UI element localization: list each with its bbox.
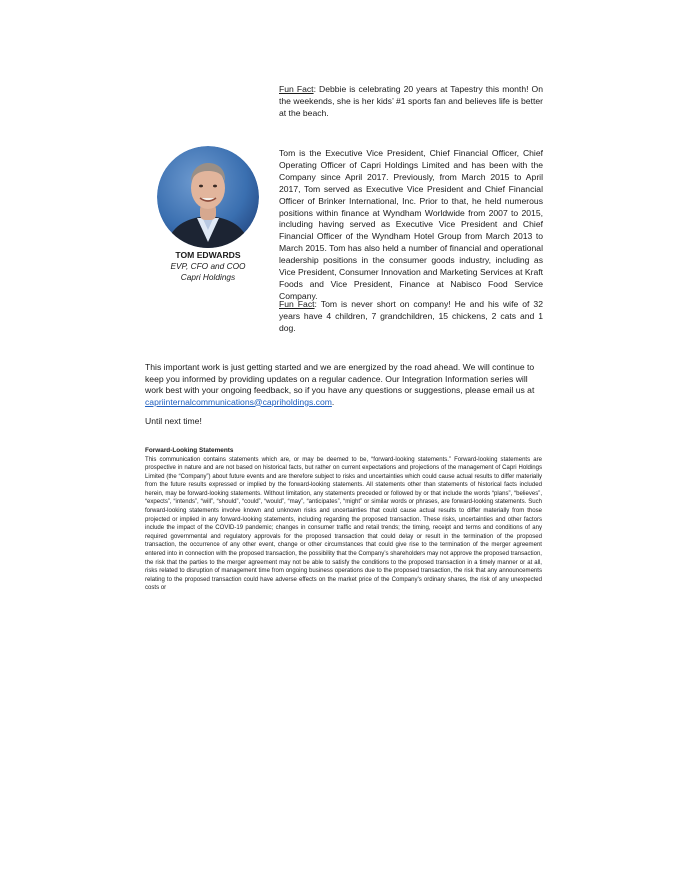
profile-name: TOM EDWARDS xyxy=(175,250,241,260)
forward-looking-body: This communication contains statements which are, or may be deemed to be, “forward-looking statements.” Forward-looking statements are prospective in nature and are not based on historical facts, but rather on current expectations and projections of the management of Capri Holdings Limited (the “Company”) about future events and are therefore subject to risks and uncertainties which could cause actual results to differ materially from the future results expressed or implied by the forward-looking statements. All statements other than statements of historical facts included herein, may be forward-looking statements. Without limitation, any statements preceded or followed by or that include the words “plans”, “believes”, “expects”, “intends”, “will”, “should”, “could”, “would”, “may”, “anticipates”, “might” or similar words or phrases, are forward-looking statements. Such forward-looking statements involve known and unknown risks and uncertainties that could cause actual results to differ materially from those projected or implied in any forward-looking statements, including regarding the proposed transaction. These risks, uncertainties and other factors include the impact of the COVID-19 pandemic; changes in consumer traffic and retail trends; the timing, receipt and terms and conditions of any required governmental and regulatory approvals for the proposed transaction that could delay or result in the termination of the proposed transaction, the occurrence of any other event, change or other circumstances that could give rise to the termination of the merger agreement entered into in connection with the proposed transaction, the possibility that the Company’s shareholders may not approve the proposed transaction, the risk that the parties to the merger agreement may not be able to satisfy the conditions to the proposed transaction in a timely manner or at all, risks related to disruption of management time from ongoing business operations due to the proposed transaction, the risk that any announcements relating to the proposed transaction could have adverse effects on the market price of the Company’s ordinary shares, the risk of any unexpected costs or xyxy=(145,456,542,592)
closing-paragraph xyxy=(145,362,541,408)
profile-card xyxy=(150,146,266,283)
email-link[interactable]: capriinternalcommunications@capriholdings.com xyxy=(145,396,332,407)
profile-company: Capri Holdings xyxy=(180,271,236,282)
fun-fact-text: : Tom is never short on company! He and his wife of 32 years have 4 children, 7 grandchildren, 15 chickens, 2 cats and 1 dog. xyxy=(279,299,543,333)
fun-fact-label: Fun Fact xyxy=(279,299,315,309)
fun-fact-debbie xyxy=(279,84,543,120)
forward-looking-heading: Forward-Looking Statements xyxy=(145,447,234,454)
fun-fact-label: Fun Fact xyxy=(279,84,314,94)
closing-text: This important work is just getting started and we are energized by the road ahead. We will continue to keep you informed by providing updates on a regular cadence. Our Integration Information series will work best with your ongoing feedback, so if you have any questions or suggestions, please email us at xyxy=(145,362,535,395)
profile-photo xyxy=(157,146,259,248)
bio-paragraph: Tom is the Executive Vice President, Chief Financial Officer, Chief Operating Officer of Capri Holdings Limited and has been with the Company since April 2017. Previously, from March 2015 to April 2017, Tom served as Executive Vice President and Chief Financial Officer of Brinker International, Inc. Prior to that, he held numerous positions within finance at Wyndham Worldwide from 2007 to 2015, including having served as Executive Vice President and Chief Financial Officer of the Wyndham Hotel Group from March 2013 to March 2015. Tom has also held a number of financial and operational leadership positions in the consumer goods industry, including as Vice President, Consumer Innovation and Marketing Services at Kraft Foods and Vice President, Finance at Nabisco Food Service Company. xyxy=(279,148,543,301)
sign-off: Until next time! xyxy=(145,416,202,426)
fun-fact-tom xyxy=(279,299,543,335)
fun-fact-text: : Debbie is celebrating 20 years at Tapestry this month! On the weekends, she is her kids’ #1 sports fan and believes life is better at the beach. xyxy=(279,84,543,118)
forward-looking-statements xyxy=(145,447,542,593)
profile-title: EVP, CFO and COO xyxy=(170,261,246,271)
closing-end: . xyxy=(331,396,335,407)
